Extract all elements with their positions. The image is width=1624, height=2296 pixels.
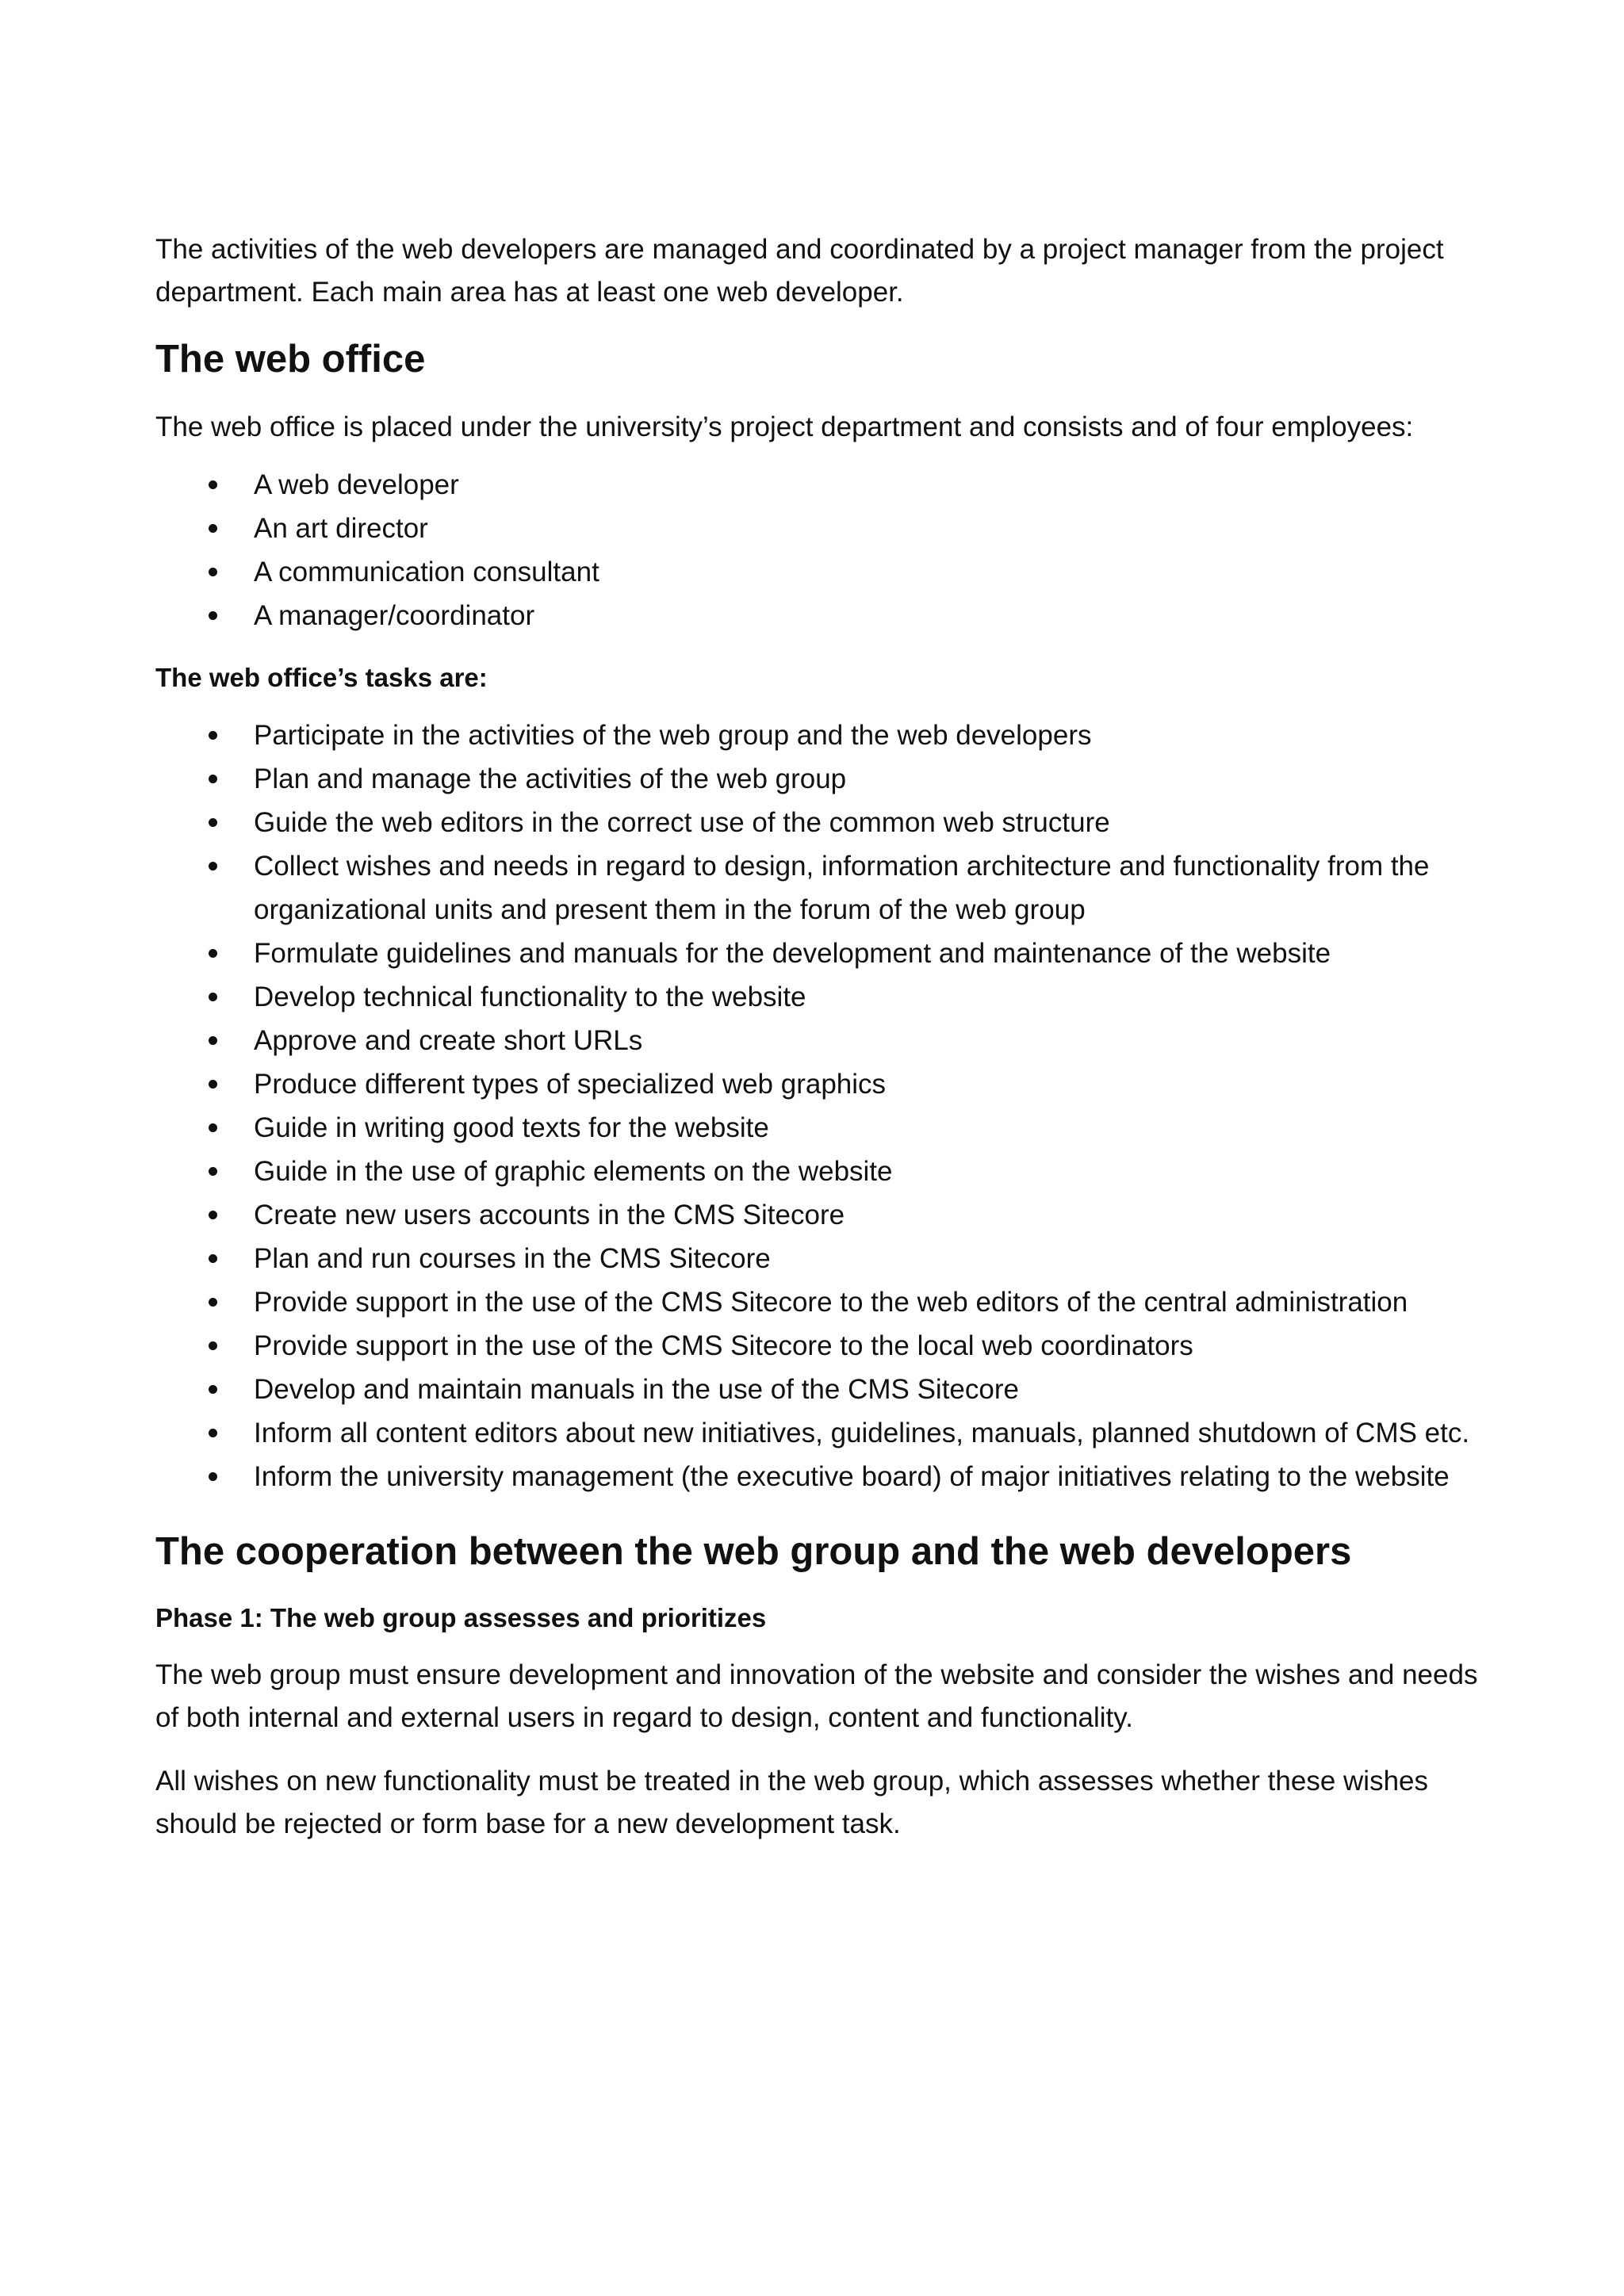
bullet-icon [209, 568, 217, 576]
list-item-text: An art director [254, 513, 428, 544]
intro-paragraph: The activities of the web developers are managed and coordinated by a project manager from the project department. Each main area has at least one web developer. [155, 234, 1444, 308]
web-office-heading: The web office [155, 338, 426, 381]
bullet-icon [209, 862, 217, 871]
bullet-icon [209, 818, 217, 827]
bullet-icon [209, 480, 217, 489]
list-item [155, 714, 1503, 757]
list-item [155, 1411, 1503, 1455]
list-item [155, 1062, 1503, 1106]
bullet-icon [209, 1036, 217, 1045]
cooperation-heading: The cooperation between the web group and the web developers [155, 1530, 1352, 1573]
cooperation-paragraph-1: The web group must ensure development and innovation of the website and consider the wishes and needs of both internal and external users in regard to design, content and functionality. [155, 1659, 1478, 1733]
list-item-text: Participate in the activities of the web group and the web developers [254, 720, 1092, 751]
employee-list [155, 463, 1503, 637]
list-item [155, 1193, 1503, 1237]
list-item [155, 1324, 1503, 1368]
list-item [155, 1368, 1503, 1411]
list-item [155, 1019, 1503, 1062]
list-item-text: Plan and run courses in the CMS Sitecore [254, 1243, 771, 1274]
phase1-heading: Phase 1: The web group assesses and prioritizes [155, 1603, 767, 1632]
list-item-text: Create new users accounts in the CMS Sitecore [254, 1200, 845, 1230]
list-item-text: Plan and manage the activities of the web group [254, 763, 847, 794]
bullet-icon [209, 1298, 217, 1307]
list-item [155, 757, 1503, 801]
bullet-icon [209, 1429, 217, 1437]
list-item-text: Develop and maintain manuals in the use of the CMS Sitecore [254, 1374, 1019, 1405]
list-item-text: Develop technical functionality to the website [254, 982, 806, 1012]
bullet-icon [209, 1254, 217, 1263]
list-item-text: A web developer [254, 469, 459, 500]
list-item-text: Guide in writing good texts for the website [254, 1112, 769, 1143]
bullet-icon [209, 524, 217, 533]
bullet-icon [209, 1385, 217, 1394]
tasks-heading: The web office’s tasks are: [155, 663, 488, 692]
document-page [155, 228, 1503, 1866]
bullet-icon [209, 611, 217, 620]
web-office-paragraph: The web office is placed under the university’s project department and consists and of four employees: [155, 411, 1414, 442]
task-list [155, 714, 1503, 1498]
list-item [155, 1106, 1503, 1150]
list-item-text: Produce different types of specialized web graphics [254, 1069, 887, 1100]
list-item [155, 1150, 1503, 1193]
bullet-icon [209, 949, 217, 958]
list-item [155, 1455, 1503, 1498]
bullet-icon [209, 1123, 217, 1132]
bullet-icon [209, 993, 217, 1001]
list-item [155, 463, 1503, 507]
bullet-icon [209, 1472, 217, 1481]
list-item [155, 594, 1503, 637]
list-item-text: A manager/coordinator [254, 600, 535, 631]
bullet-icon [209, 1167, 217, 1176]
list-item [155, 975, 1503, 1019]
list-item [155, 801, 1503, 844]
list-item-text: Collect wishes and needs in regard to design, information architecture and functionality from the organizational units and present them in the forum of the web group [254, 851, 1430, 925]
cooperation-paragraph-2: All wishes on new functionality must be treated in the web group, which assesses whether these wishes should be rejected or form base for a new development task. [155, 1766, 1429, 1839]
list-item [155, 844, 1503, 932]
list-item-text: Inform the university management (the executive board) of major initiatives relating to the website [254, 1461, 1450, 1492]
list-item-text: Guide the web editors in the correct use of the common web structure [254, 807, 1110, 838]
list-item [155, 1280, 1503, 1324]
list-item-text: Inform all content editors about new initiatives, guidelines, manuals, planned shutdown of CMS etc. [254, 1418, 1470, 1448]
list-item-text: Guide in the use of graphic elements on the website [254, 1156, 893, 1187]
bullet-icon [209, 1080, 217, 1089]
list-item-text: Provide support in the use of the CMS Sitecore to the web editors of the central administration [254, 1287, 1408, 1318]
list-item [155, 507, 1503, 550]
list-item-text: Approve and create short URLs [254, 1025, 643, 1056]
list-item-text: Formulate guidelines and manuals for the development and maintenance of the website [254, 938, 1331, 969]
bullet-icon [209, 1211, 217, 1219]
list-item [155, 932, 1503, 975]
list-item-text: A communication consultant [254, 557, 599, 587]
bullet-icon [209, 731, 217, 740]
bullet-icon [209, 775, 217, 783]
list-item-text: Provide support in the use of the CMS Sitecore to the local web coordinators [254, 1330, 1193, 1361]
list-item [155, 1237, 1503, 1280]
list-item [155, 550, 1503, 594]
bullet-icon [209, 1341, 217, 1350]
